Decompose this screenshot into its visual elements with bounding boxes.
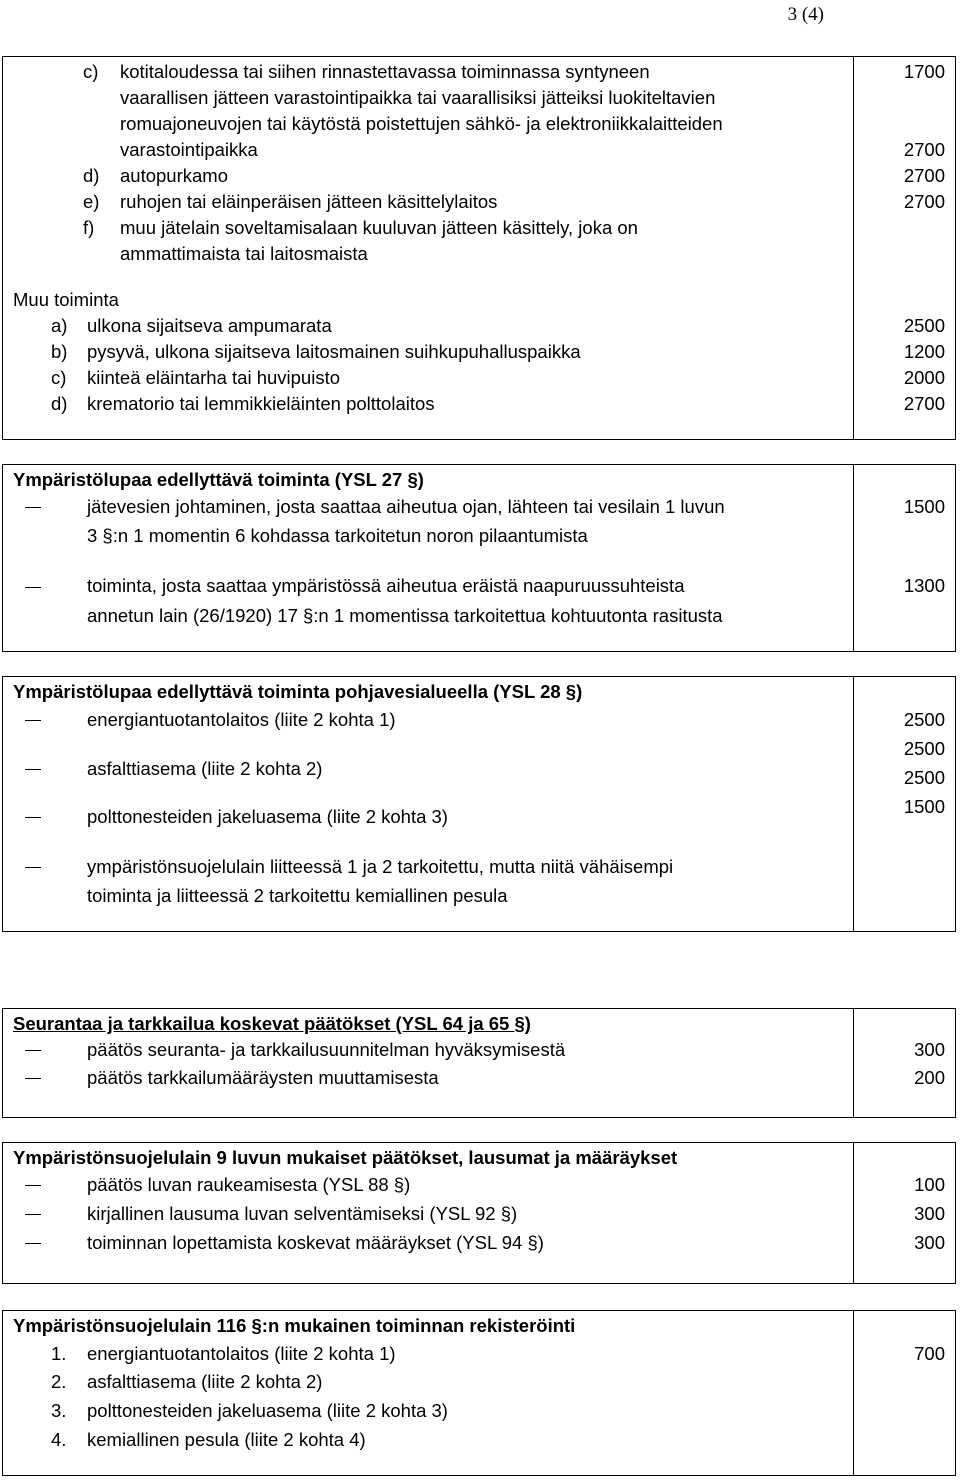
item-text-line: vaarallisen jätteen varastointipaikka tai vaarallisiksi jätteiksi luokiteltavien <box>120 87 716 108</box>
fee-value: 2000 <box>903 367 945 388</box>
column-divider <box>853 1311 854 1475</box>
item-text: päätös seuranta- ja tarkkailusuunnitelman hyväksymisestä <box>87 1039 566 1060</box>
item-text-line: romuajoneuvojen tai käytöstä poistettujen sähkö- ja elektroniikkalaitteiden <box>120 113 723 134</box>
item-text-line: 3 §:n 1 momentin 6 kohdassa tarkoitetun noron pilaantumista <box>87 525 588 546</box>
item-text-line: toiminta ja liitteessä 2 tarkoitettu kemiallinen pesula <box>87 885 508 906</box>
item-text-line: autopurkamo <box>120 165 228 186</box>
item-text-line: asfalttiasema (liite 2 kohta 2) <box>87 758 323 779</box>
item-mark: c) <box>51 367 67 388</box>
fee-value: 2700 <box>903 165 945 186</box>
item-mark: c) <box>83 61 99 82</box>
item-text: ulkona sijaitseva ampumarata <box>87 315 332 336</box>
fee-value: 1500 <box>903 496 945 517</box>
item-text-line: kotitaloudessa tai siihen rinnastettavassa toiminnassa syntyneen <box>120 61 650 82</box>
item-text: toiminnan lopettamista koskevat määräykset (YSL 94 §) <box>87 1232 544 1253</box>
fee-table-section-registration <box>2 1310 956 1476</box>
fee-value: 2500 <box>903 738 945 759</box>
fee-table-section-chapter9 <box>2 1142 956 1284</box>
item-text-line: polttonesteiden jakeluasema (liite 2 kohta 3) <box>87 806 448 827</box>
item-mark: d) <box>51 393 68 414</box>
item-text: kemiallinen pesula (liite 2 kohta 4) <box>87 1429 366 1450</box>
dash-bullet <box>25 507 41 508</box>
item-text-line: jätevesien johtaminen, josta saattaa aiheutua ojan, lähteen tai vesilain 1 luvun <box>87 496 725 517</box>
column-divider <box>853 465 854 651</box>
item-mark: b) <box>51 341 68 362</box>
item-text: kiinteä eläintarha tai huvipuisto <box>87 367 340 388</box>
item-mark: e) <box>83 191 100 212</box>
item-text-line: ammattimaista tai laitosmaista <box>120 243 368 264</box>
fee-value: 300 <box>914 1232 945 1253</box>
fee-value: 2700 <box>903 139 945 160</box>
fee-value: 2500 <box>903 709 945 730</box>
fee-value: 300 <box>914 1203 945 1224</box>
item-text-line: toiminta, josta saattaa ympäristössä aiheutua eräistä naapuruussuhteista <box>87 575 685 596</box>
fee-value: 2500 <box>903 767 945 788</box>
column-divider <box>853 677 854 931</box>
item-mark: f) <box>83 217 95 238</box>
fee-table-section-ysl27 <box>2 464 956 652</box>
item-text: krematorio tai lemmikkieläinten polttolaitos <box>87 393 435 414</box>
dash-bullet <box>25 587 41 588</box>
item-text-line: ympäristönsuojelulain liitteessä 1 ja 2 tarkoitettu, mutta niitä vähäisempi <box>87 856 674 877</box>
fee-value: 200 <box>914 1067 945 1088</box>
fee-table-section-waste <box>2 56 956 440</box>
item-text: kirjallinen lausuma luvan selventämiseksi (YSL 92 §) <box>87 1203 518 1224</box>
page-number: 3 (4) <box>787 4 824 25</box>
item-text-line: varastointipaikka <box>120 139 258 160</box>
fee-table-section-ysl28 <box>2 676 956 932</box>
item-text: polttonesteiden jakeluasema (liite 2 kohta 3) <box>87 1400 448 1421</box>
fee-value: 1300 <box>903 575 945 596</box>
fee-value: 700 <box>914 1343 945 1364</box>
fee-value: 2700 <box>903 191 945 212</box>
item-text-line: annetun lain (26/1920) 17 §:n 1 momentissa tarkoitettua kohtuutonta rasitusta <box>87 605 723 626</box>
fee-value: 100 <box>914 1174 945 1195</box>
dash-bullet <box>25 867 41 868</box>
dash-bullet <box>25 1078 41 1079</box>
dash-bullet <box>25 720 41 721</box>
fee-value: 2500 <box>903 315 945 336</box>
item-mark: 1. <box>51 1343 67 1364</box>
dash-bullet <box>25 1050 41 1051</box>
item-mark: 3. <box>51 1400 67 1421</box>
section-heading: Ympäristönsuojelulain 116 §:n mukainen toiminnan rekisteröinti <box>13 1315 576 1336</box>
dash-bullet <box>25 1185 41 1186</box>
dash-bullet <box>25 769 41 770</box>
item-text: asfalttiasema (liite 2 kohta 2) <box>87 1371 323 1392</box>
item-mark: d) <box>83 165 100 186</box>
subheading-muu-toiminta: Muu toiminta <box>13 289 119 310</box>
column-divider <box>853 1143 854 1283</box>
dash-bullet <box>25 817 41 818</box>
item-text: energiantuotantolaitos (liite 2 kohta 1) <box>87 1343 396 1364</box>
item-text: pysyvä, ulkona sijaitseva laitosmainen suihkupuhalluspaikka <box>87 341 581 362</box>
dash-bullet <box>25 1243 41 1244</box>
item-mark: a) <box>51 315 68 336</box>
fee-table-section-monitoring <box>2 1008 956 1118</box>
column-divider <box>853 57 854 439</box>
item-mark: 4. <box>51 1429 67 1450</box>
fee-value: 1500 <box>903 796 945 817</box>
item-text-line: muu jätelain soveltamisalaan kuuluvan jätteen käsittely, joka on <box>120 217 638 238</box>
fee-value: 300 <box>914 1039 945 1060</box>
fee-value: 1200 <box>903 341 945 362</box>
dash-bullet <box>25 1214 41 1215</box>
section-heading: Ympäristölupaa edellyttävä toiminta pohjavesialueella (YSL 28 §) <box>13 681 583 702</box>
fee-value: 1700 <box>903 61 945 82</box>
item-text-line: energiantuotantolaitos (liite 2 kohta 1) <box>87 709 396 730</box>
item-text: päätös tarkkailumääräysten muuttamisesta <box>87 1067 439 1088</box>
item-text: päätös luvan raukeamisesta (YSL 88 §) <box>87 1174 411 1195</box>
column-divider <box>853 1009 854 1117</box>
item-mark: 2. <box>51 1371 67 1392</box>
section-heading: Seurantaa ja tarkkailua koskevat päätökset (YSL 64 ja 65 §) <box>13 1013 531 1034</box>
section-heading: Ympäristölupaa edellyttävä toiminta (YSL 27 §) <box>13 469 424 490</box>
item-text-line: ruhojen tai eläinperäisen jätteen käsittelylaitos <box>120 191 498 212</box>
section-heading: Ympäristönsuojelulain 9 luvun mukaiset päätökset, lausumat ja määräykset <box>13 1147 678 1168</box>
fee-value: 2700 <box>903 393 945 414</box>
